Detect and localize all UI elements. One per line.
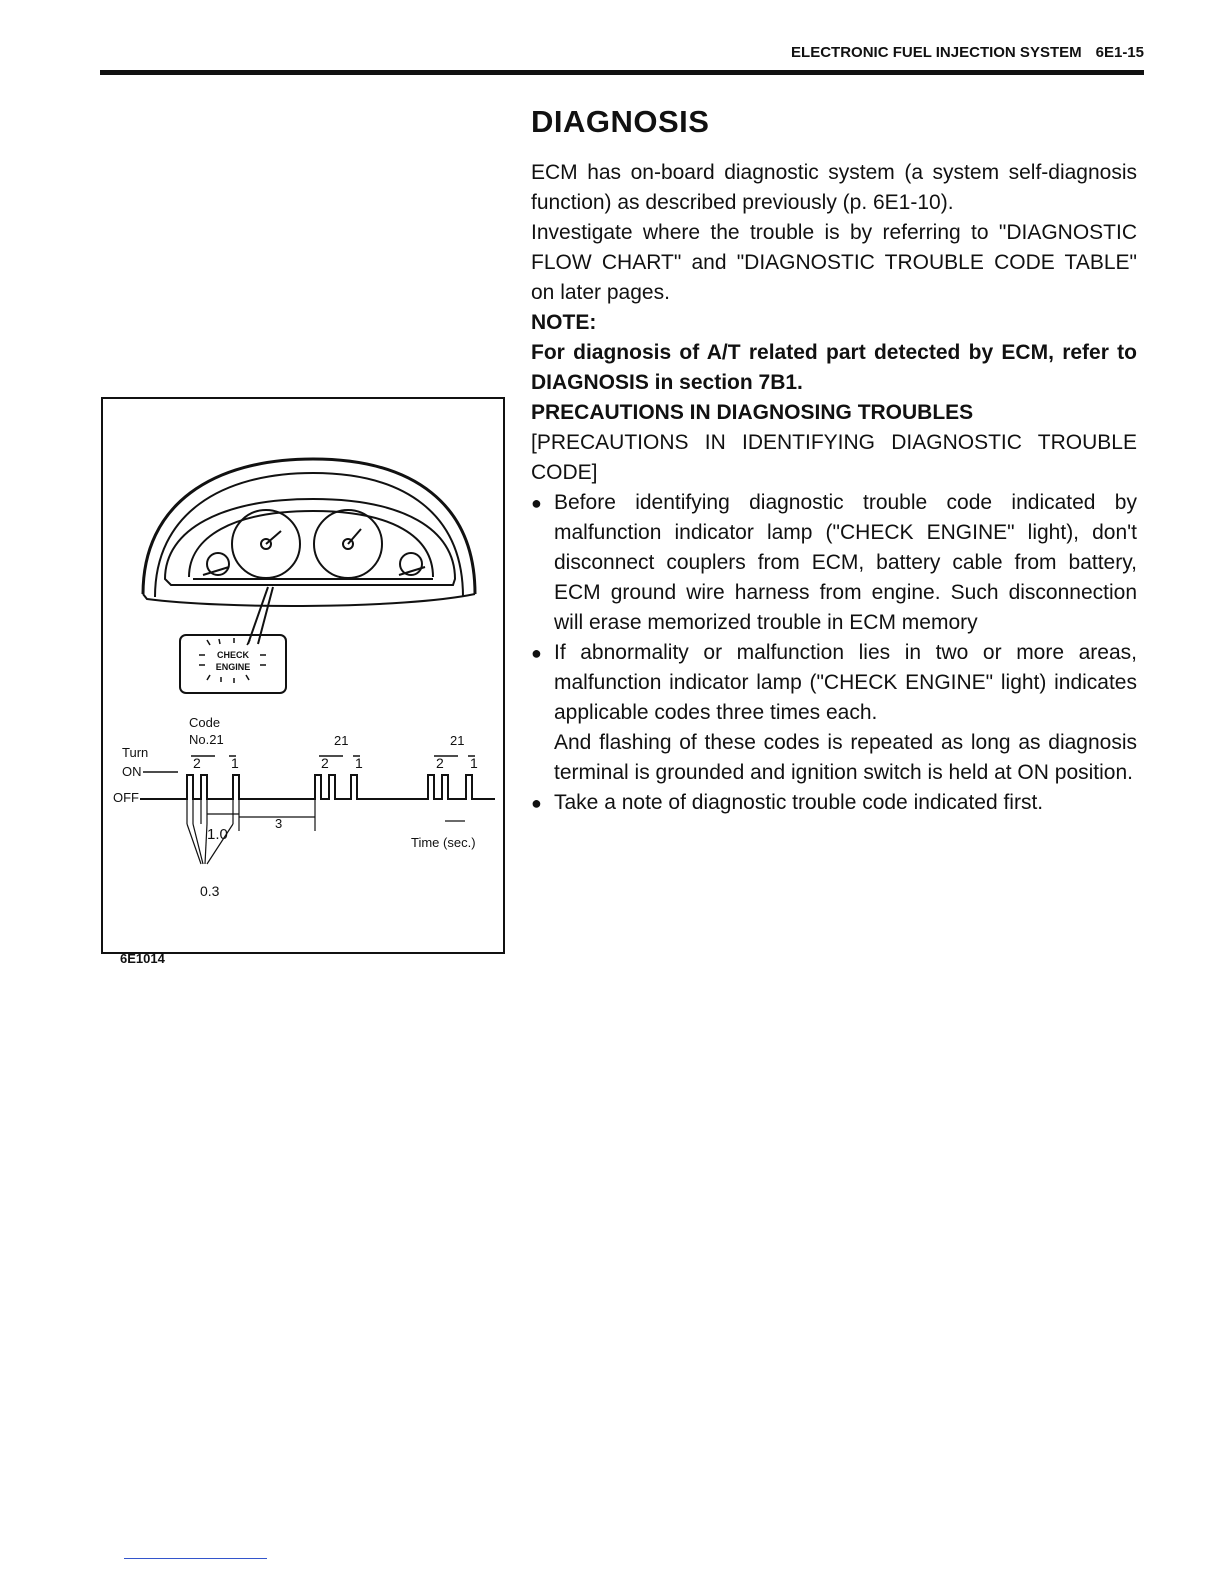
page-header: [100, 44, 1144, 68]
bullet-item: [531, 788, 1137, 818]
interval-label: 3: [275, 816, 283, 831]
on-label: ON: [122, 764, 142, 779]
note-text: For diagnosis of A/T related part detected by ECM, refer to DIAGNOSIS in section 7B1.: [531, 341, 1137, 394]
note-label: NOTE:: [531, 311, 597, 334]
digit-label: 1: [470, 755, 478, 771]
figure-code: 6E1014: [120, 951, 165, 966]
bullet-text: Before identifying diagnostic trouble code indicated by malfunction indicator lamp ("CHECK ENGINE" light), don't disconnect couplers from ECM, battery cable from battery, ECM ground wire harness from engine. Such disconnection will erase memorized trouble in ECM memory: [554, 491, 1137, 634]
bullet-icon: ●: [531, 493, 542, 513]
figure-illustration: [103, 399, 503, 952]
header-rule: [100, 70, 1144, 75]
diagnosis-figure: [101, 397, 505, 954]
header-title: ELECTRONIC FUEL INJECTION SYSTEM: [791, 44, 1082, 61]
off-label: OFF: [113, 790, 139, 805]
digit-label: 2: [436, 755, 444, 771]
section-heading: DIAGNOSIS: [531, 104, 710, 139]
interval-label: 1.0: [207, 826, 228, 843]
lamp-text-engine: ENGINE: [215, 662, 251, 672]
time-axis-label: Time (sec.): [411, 835, 476, 850]
intro-paragraph: ECM has on-board diagnostic system (a system self-diagnosis function) as described previously (p. 6E1-10).: [531, 161, 1137, 214]
check-engine-lamp-icon: [180, 635, 286, 693]
digit-label: 1: [355, 755, 363, 771]
code-number-label: No.21: [189, 732, 224, 747]
turn-label: Turn: [122, 745, 149, 760]
instrument-cluster-illustration: [143, 459, 475, 644]
reference-paragraph: Investigate where the trouble is by referring to "DIAGNOSTIC FLOW CHART" and "DIAGNOSTIC TROUBLE CODE TABLE" on later pages.: [531, 221, 1137, 304]
precautions-heading: PRECAUTIONS IN DIAGNOSING TROUBLES: [531, 401, 974, 424]
code-repeat-label: 21: [450, 733, 465, 748]
interval-label: 0.3: [200, 883, 220, 899]
bullet-text: Take a note of diagnostic trouble code indicated first.: [554, 791, 1044, 814]
code-label: Code: [189, 715, 221, 730]
bullet-item: [531, 638, 1137, 728]
bullet-item: [531, 488, 1137, 638]
bullet-text: If abnormality or malfunction lies in two or more areas, malfunction indicator lamp ("CHECK ENGINE" light) indicates applicable codes three times each.: [554, 641, 1137, 724]
bullet-icon: ●: [531, 793, 542, 813]
bullet-icon: ●: [531, 643, 542, 663]
footer-line: [124, 1558, 267, 1559]
body-text: [531, 158, 1137, 818]
digit-label: 1: [231, 755, 239, 771]
digit-label: 2: [321, 755, 329, 771]
header-section-number: 6E1-15: [1095, 44, 1144, 61]
lamp-text-check: CHECK: [216, 650, 250, 660]
code-repeat-label: 21: [334, 733, 349, 748]
digit-label: 2: [193, 755, 201, 771]
bullet-continuation: And flashing of these codes is repeated as long as diagnosis terminal is grounded and ignition switch is held at ON position.: [554, 731, 1137, 784]
precautions-subheading: [PRECAUTIONS IN IDENTIFYING DIAGNOSTIC TROUBLE CODE]: [531, 431, 1137, 484]
